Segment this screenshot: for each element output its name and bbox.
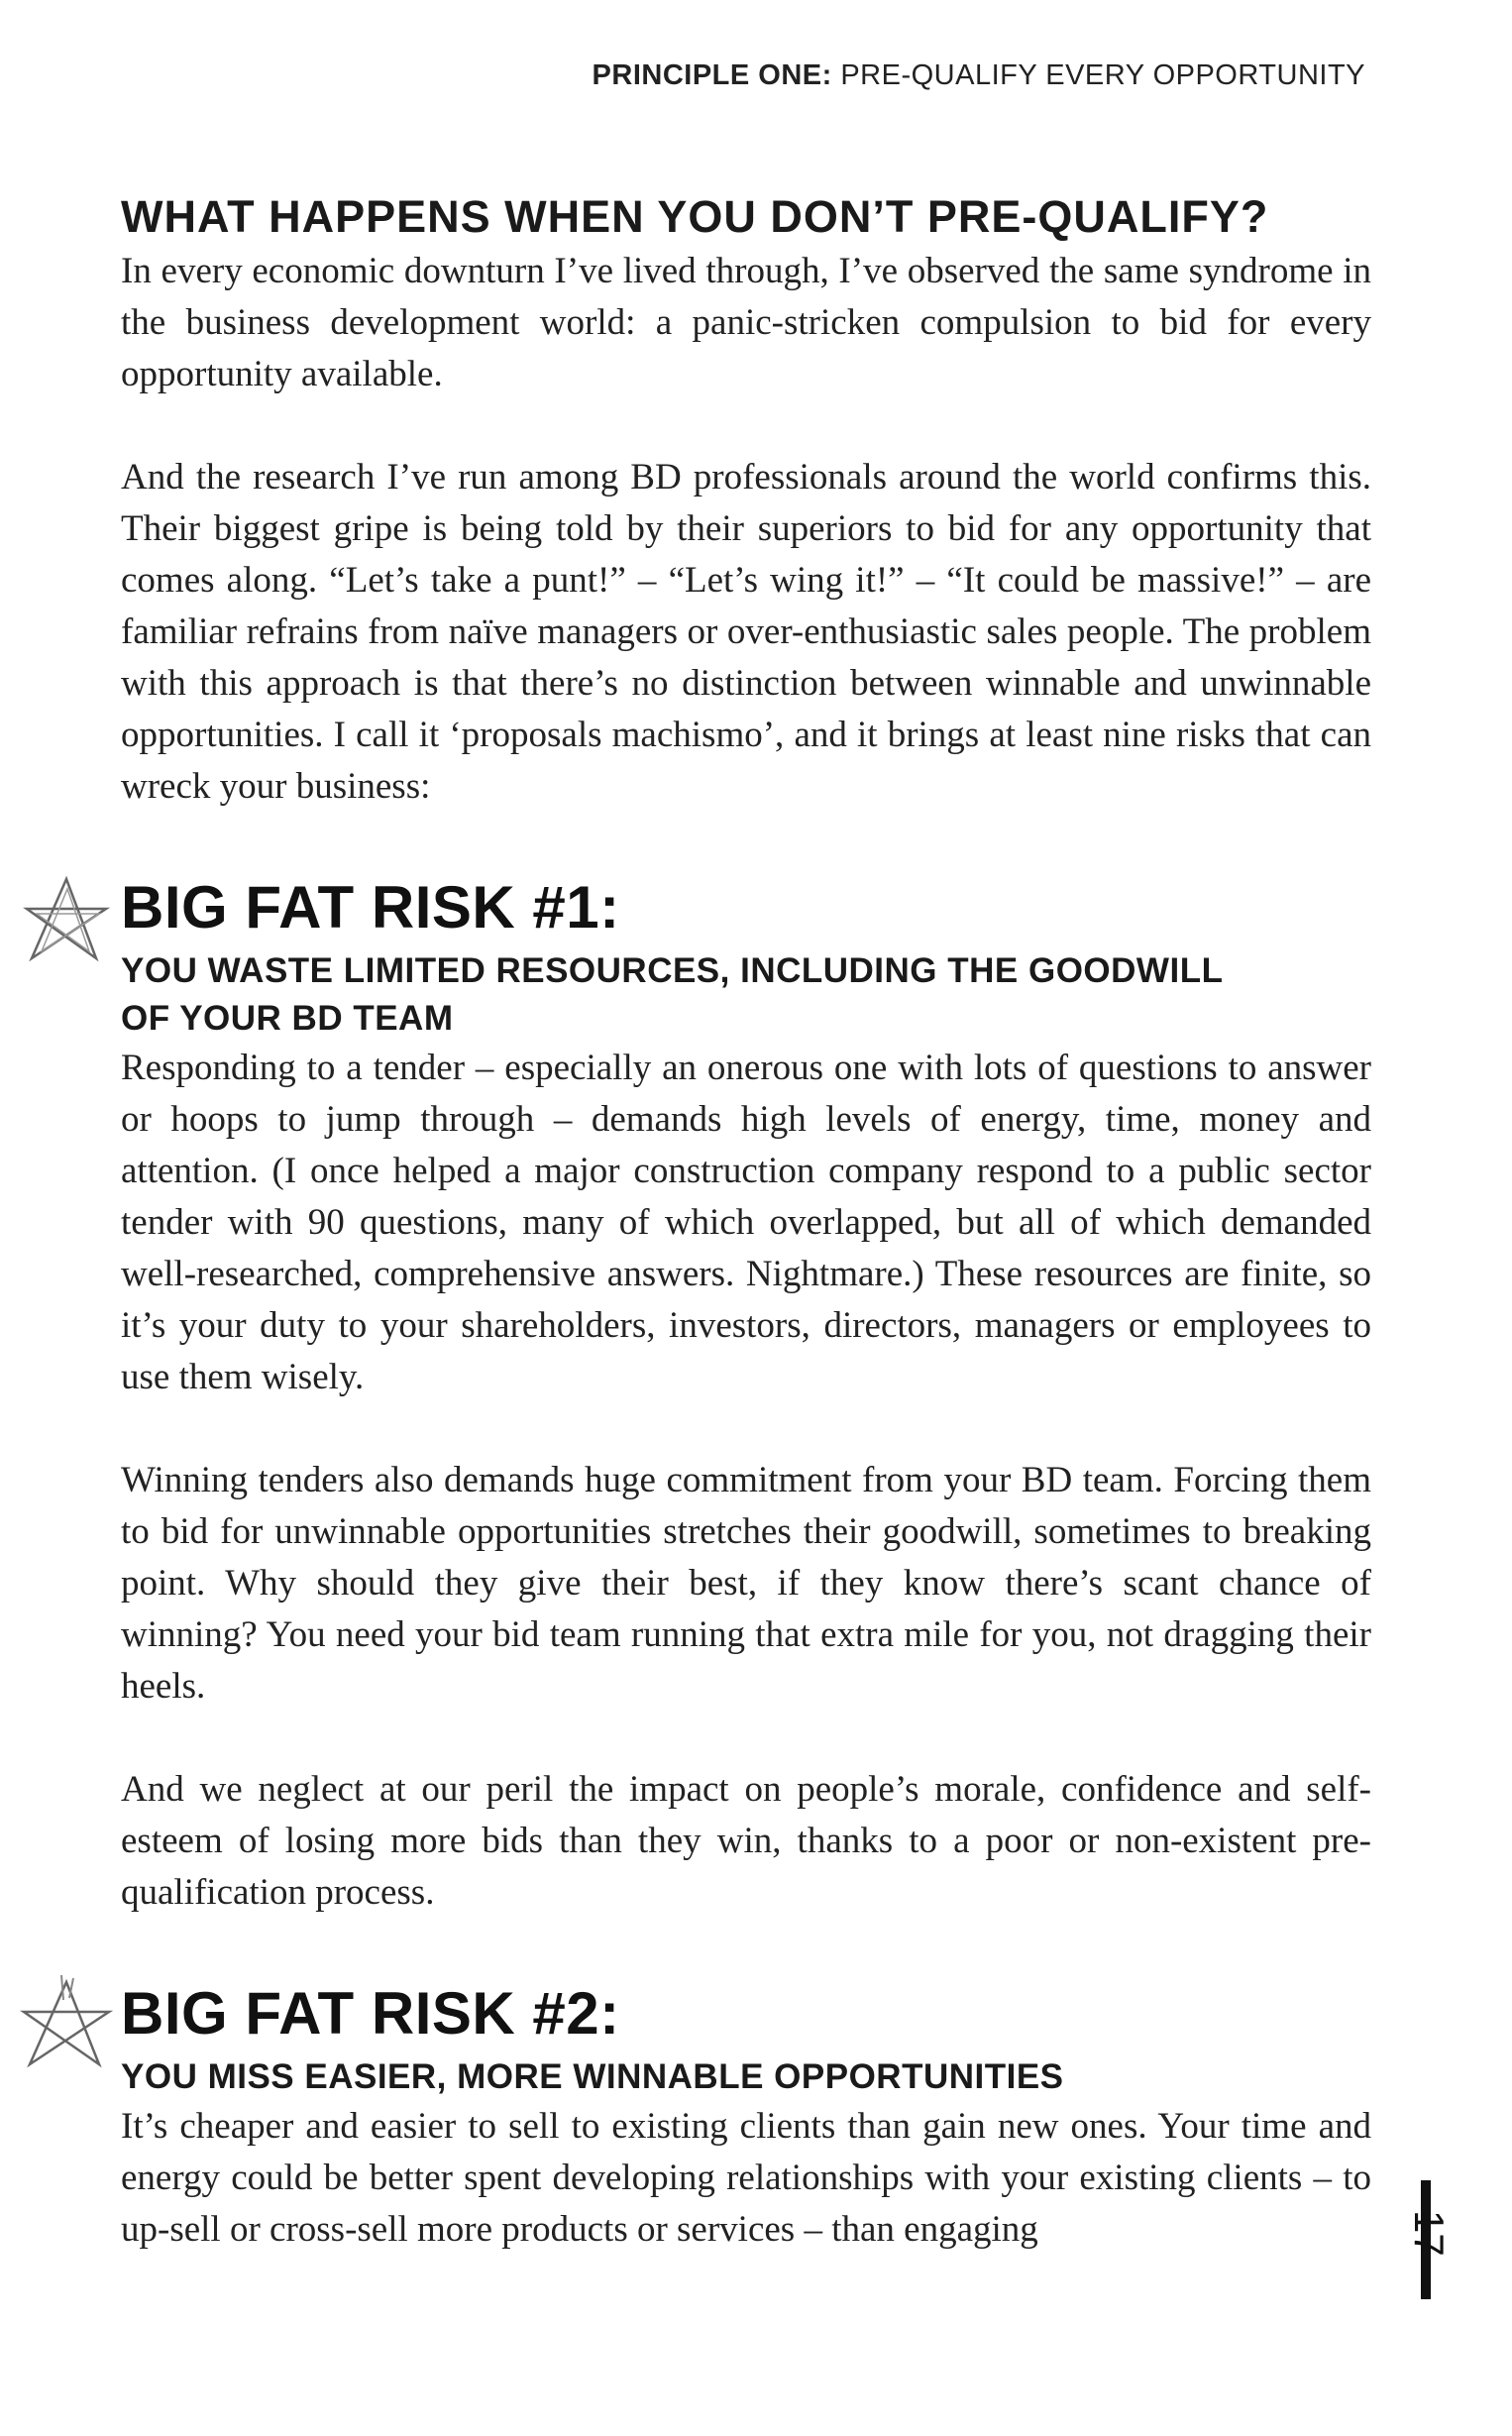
risk-1-paragraph-2: Winning tenders also demands huge commitment from your BD team. Forcing them to bid for unwinnable opportunities stretches their goodwill, sometimes to breaking point. Why should they give their best, if they know there’s scant chance of winning? You need your bid team running that extra mile for you, not dragging their heels.: [121, 1460, 1371, 1707]
risk-2-title: BIG FAT RISK #2:: [121, 1980, 620, 2047]
intro-paragraph-2: And the research I’ve run among BD professionals around the world confirms this. Their biggest gripe is being told by their superiors to bid for any opportunity that comes along. “Let’s take a punt!” – “Let’s wing it!” – “It could be massive!” – are familiar refrains from naïve managers or over-enthusiastic sales people. The problem with this approach is that there’s no distinction between winnable and unwinnable opportunities. I call it ‘proposals machismo’, and it brings at least nine risks that can wreck your business:: [121, 457, 1371, 807]
risk-1-title: BIG FAT RISK #1:: [121, 874, 620, 941]
risk-2-subtitle: YOU MISS EASIER, MORE WINNABLE OPPORTUNITIES: [121, 2057, 1064, 2096]
intro-paragraph-1: In every economic downturn I’ve lived through, I’ve observed the same syndrome in the business development world: a panic-stricken compulsion to bid for every opportunity available.: [121, 251, 1371, 394]
hand-drawn-star-icon: [12, 1970, 121, 2079]
risk-1-subtitle-line-2: OF YOUR BD TEAM: [121, 999, 454, 1038]
risk-2-paragraph: It’s cheaper and easier to sell to existing clients than gain new ones. Your time and energy could be better spent developing relationships with your existing clients – to up-sell or cross-sell more products or services – than engaging: [121, 2106, 1371, 2250]
running-head-title: PRE-QUALIFY EVERY OPPORTUNITY: [831, 59, 1365, 91]
risk-1-section: [121, 874, 1371, 1919]
page-content: [121, 188, 1371, 2256]
hand-drawn-star-icon: [12, 864, 121, 973]
risk-1-subtitle: [121, 947, 1371, 1043]
risk-2-section: [121, 1980, 1371, 2256]
risk-1-paragraph-3: And we neglect at our peril the impact on people’s morale, confidence and self-esteem of losing more bids than they win, thanks to a poor or non-existent pre-qualification process.: [121, 1769, 1371, 1913]
risk-1-paragraph-1: Responding to a tender – especially an onerous one with lots of questions to answer or hoops to jump through – demands high levels of energy, time, money and attention. (I once helped a major construction company respond to a public sector tender with 90 questions, many of which overlapped, but all of which demanded well-researched, comprehensive answers. Nightmare.) These resources are finite, so it’s your duty to your shareholders, investors, directors, managers or employees to use them wisely.: [121, 1048, 1371, 1397]
section-title: WHAT HAPPENS WHEN YOU DON’T PRE-QUALIFY?: [121, 191, 1269, 242]
risk-1-subtitle-line-1: YOU WASTE LIMITED RESOURCES, INCLUDING THE GOODWILL: [121, 951, 1224, 990]
running-head: [593, 59, 1365, 92]
running-head-principle: PRINCIPLE ONE:: [592, 59, 832, 91]
page-number: 17: [1406, 2210, 1453, 2257]
